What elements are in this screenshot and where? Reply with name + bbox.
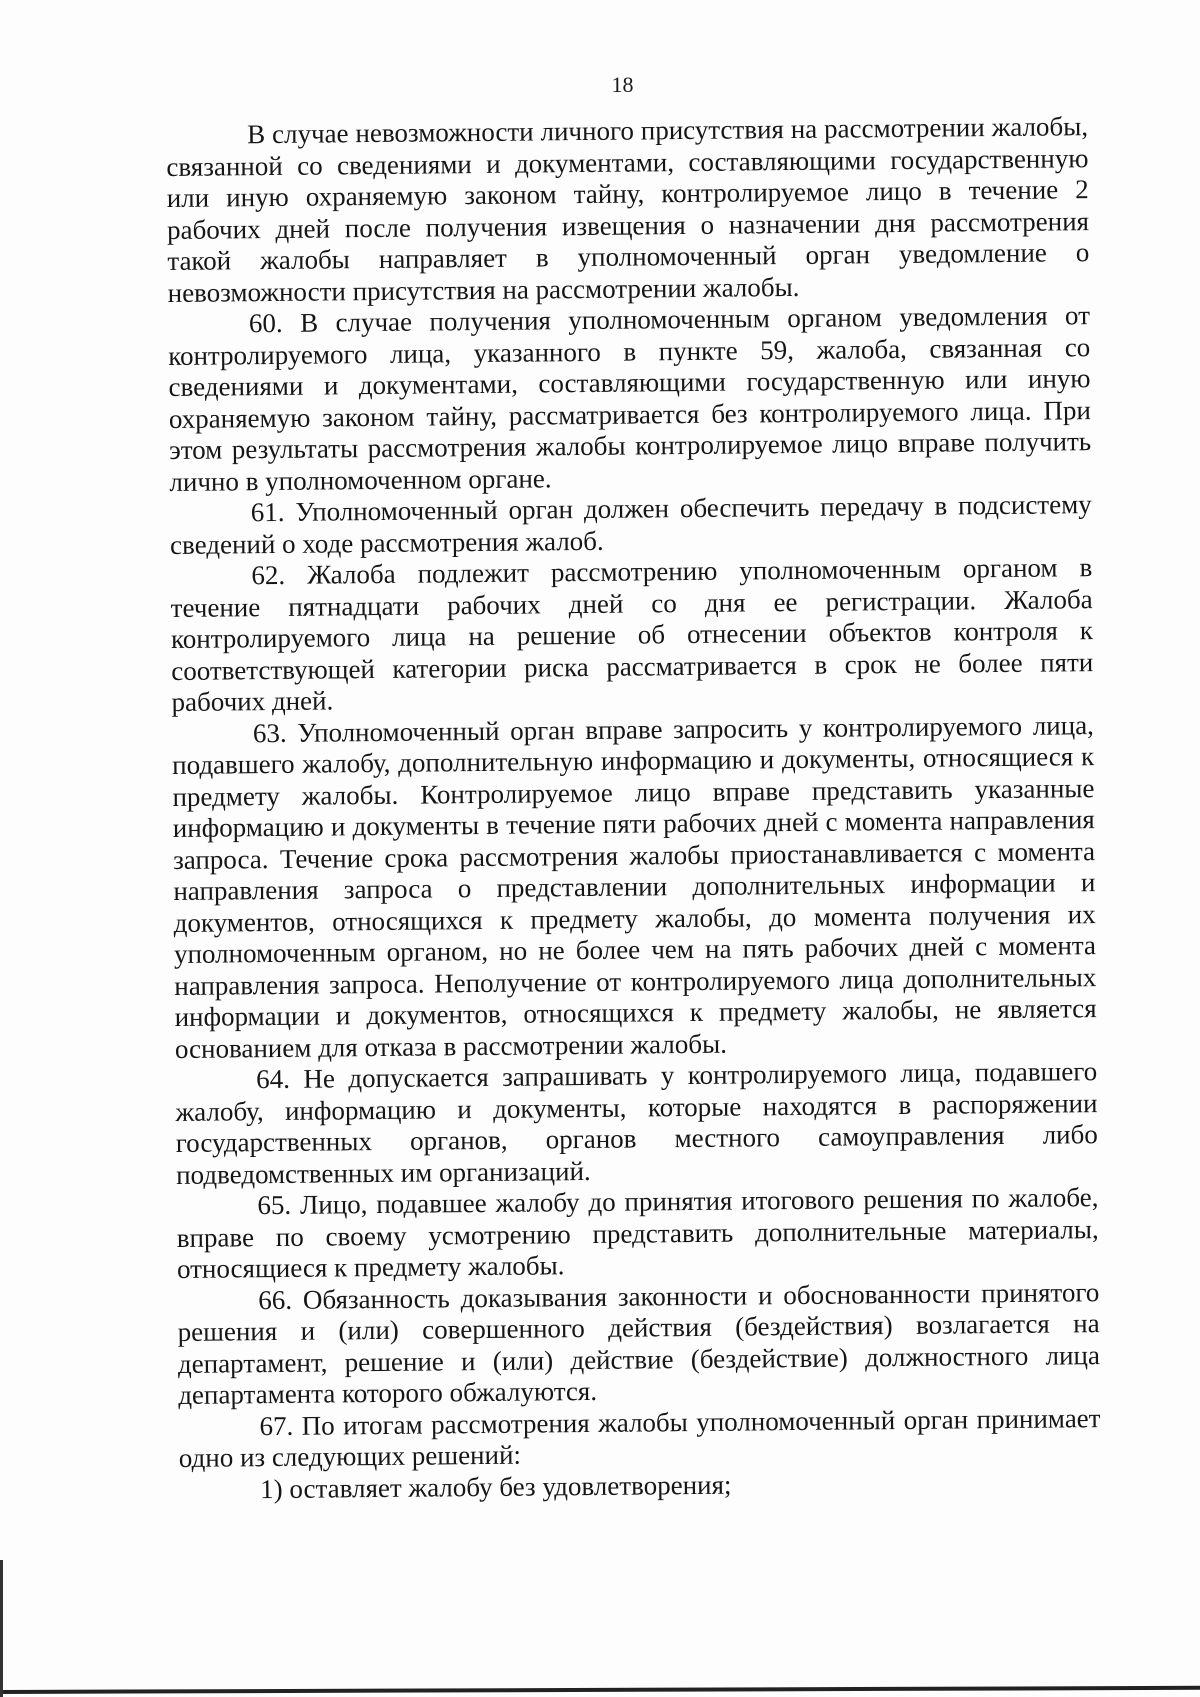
paragraph-62: 62. Жалоба подлежит рассмотрению уполномоченным органом в течение пятнадцати рабочих дней со дня ее регистрации. Жалоба контролируемого лица на решение об отнесении объектов контроля к соответствующей категории риска рассматривается в срок не более пяти рабочих дней. xyxy=(170,552,1094,717)
paragraph-64: 64. Не допускается запрашивать у контролируемого лица, подавшего жалобу, информацию и документы, которые находятся в распоряжении государственных органов, органов местного самоуправления либо подведомственных им организаций. xyxy=(175,1056,1098,1190)
scan-bottom-edge xyxy=(0,1686,1200,1694)
paragraph-59-cont: В случае невозможности личного присутствия на рассмотрении жалобы, связанной со сведениями и документами, составляющими государственную или иную охраняемую законом тайну, контролируемое лицо в течение 2 рабочих дней после получения извещения о назначении дня рассмотрения такой жалобы направляет в уполномоченный орган уведомление о невозможности присутствия на рассмотрении жалобы. xyxy=(166,111,1090,308)
document-body xyxy=(166,111,1101,1506)
paragraph-63: 63. Уполномоченный орган вправе запросить у контролируемого лица, подавшего жалобу, дополнительную информацию и документы, относящиеся к предмету жалобы. Контролируемое лицо вправе представить указанные информацию и документы в течение пяти рабочих дней с момента направления запроса. Течение срока рассмотрения жалобы приостанавливается с момента направления запроса о представлении дополнительных информации и документов, относящихся к предмету жалобы, до момента получения их уполномоченным органом, но не более чем на пять рабочих дней с момента направления запроса. Неполучение от контролируемого лица дополнительных информации и документов, относящихся к предмету жалобы, не является основанием для отказа в рассмотрении жалобы. xyxy=(172,709,1097,1064)
paragraph-67: 67. По итогам рассмотрения жалобы уполномоченный орган принимает одно из следующих решений: xyxy=(178,1402,1101,1473)
scan-left-edge xyxy=(0,1560,3,1697)
paragraph-66: 66. Обязанность доказывания законности и обоснованности принятого решения и (или) совершенного действия (бездействия) возлагается на департамент, решение и (или) действие (бездействие) должностного лица департамента которого обжалуются. xyxy=(177,1276,1101,1410)
paragraph-67-item-1: 1) оставляет жалобу без удовлетворения; xyxy=(259,1469,732,1504)
paragraph-60: 60. В случае получения уполномоченным органом уведомления от контролируемого лица, указанного в пункте 59, жалоба, связанная со сведениями и документами, составляющими государственную или иную охраняемую законом тайну, рассматривается без контролируемого лица. При этом результаты рассмотрения жалобы контролируемое лицо вправе получить лично в уполномоченном органе. xyxy=(168,300,1092,497)
paragraph-61: 61. Уполномоченный орган должен обеспечить передачу в подсистему сведений о ходе рассмотрения жалоб. xyxy=(169,489,1092,560)
page-number: 18 xyxy=(611,72,634,97)
paragraph-65: 65. Лицо, подавшее жалобу до принятия итогового решения по жалобе, вправе по своему усмотрению представить дополнительные материалы, относящиеся к предмету жалобы. xyxy=(176,1182,1099,1284)
